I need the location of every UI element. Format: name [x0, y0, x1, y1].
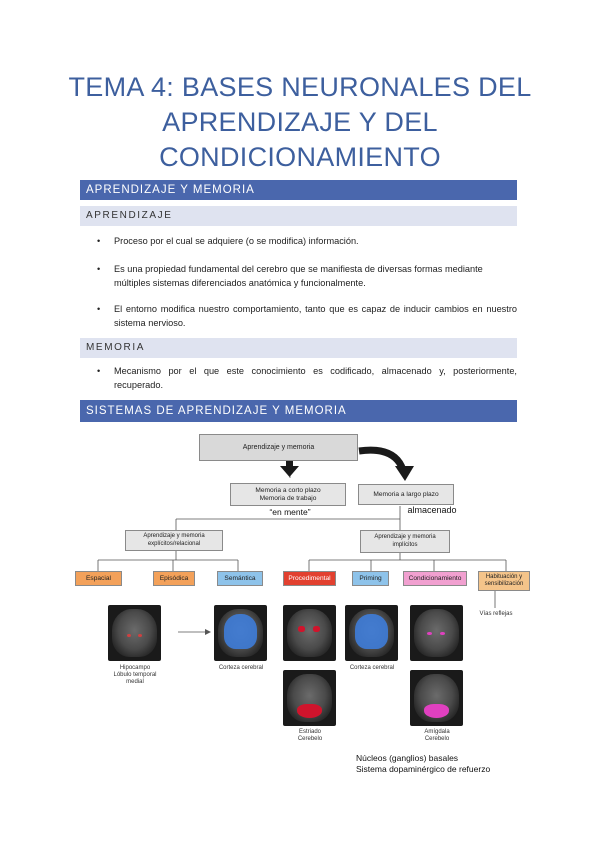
box-procedimental: Procedimental [283, 571, 336, 586]
section-header-sistemas: SISTEMAS DE APRENDIZAJE Y MEMORIA [80, 400, 517, 422]
label-corteza-2: Corteza cerebral [349, 665, 395, 671]
box-implicitos: Aprendizaje y memoria implícitos [360, 530, 450, 553]
bullet-icon: • [97, 304, 101, 314]
label-en-mente: “en mente” [269, 507, 311, 517]
bullet-text: Mecanismo por el que este conocimiento es codificado, almacenado y, posteriormente, recuperado. [114, 366, 517, 390]
label-vias-reflejas: Vías reflejas [479, 611, 513, 617]
bullet-icon: • [97, 236, 101, 246]
page-title: TEMA 4: BASES NEURONALES DEL APRENDIZAJE Y DEL CONDICIONAMIENTO [68, 72, 532, 172]
label-corteza-1: Corteza cerebral [218, 665, 264, 671]
brain-scan-hipocampo [108, 605, 161, 661]
subsection-header-memoria: MEMORIA [80, 338, 517, 358]
label-estriado-cerebelo: Estriado Cerebelo [297, 729, 323, 742]
bullet-icon: • [97, 366, 101, 376]
label-amigdala-cerebelo: Amígdala Cerebelo [424, 729, 450, 742]
box-explicitos: Aprendizaje y memoria explícitos/relacional [125, 530, 223, 551]
box-semantica: Semántica [217, 571, 263, 586]
box-memoria-largo-plazo: Memoria a largo plazo [358, 484, 454, 505]
brain-scan-amigdala-cerebelo [410, 670, 463, 726]
brain-scan-procedimental [283, 605, 336, 661]
bullet-text: Proceso por el cual se adquiere (o se modifica) información. [114, 236, 359, 246]
bullet-text: El entorno modifica nuestro comportamiento, tanto que es capaz de inducir cambios en nuestro sistema nervioso. [114, 304, 517, 328]
label-nucleos-basales: Núcleos (ganglios) basales [356, 753, 459, 763]
bullet-icon: • [97, 264, 101, 274]
box-memoria-corto-plazo: Memoria a corto plazo Memoria de trabajo [230, 483, 346, 506]
brain-scan-corteza-1 [214, 605, 267, 661]
label-sistema-dopaminergico: Sistema dopaminérgico de refuerzo [356, 764, 491, 774]
brain-scan-condicionamiento [410, 605, 463, 661]
box-aprendizaje-memoria: Aprendizaje y memoria [199, 434, 358, 461]
brain-scan-estriado-cerebelo [283, 670, 336, 726]
box-priming: Priming [352, 571, 389, 586]
label-almacenado: almacenado [407, 505, 457, 515]
box-condicionamiento: Condicionamiento [403, 571, 467, 586]
box-episodica: Episódica [153, 571, 195, 586]
subsection-header-aprendizaje: APRENDIZAJE [80, 206, 517, 226]
section-header-aprendizaje-memoria: APRENDIZAJE Y MEMORIA [80, 180, 517, 200]
brain-scan-corteza-2 [345, 605, 398, 661]
label-hipocampo: Hipocampo Lóbulo temporal medial [113, 665, 157, 685]
bullet-text: Es una propiedad fundamental del cerebro que se manifiesta de diversas formas mediante múltiples sistemas diferenciados anatómica y funcionalmente. [114, 264, 483, 288]
box-habituacion: Habituación y sensibilización [478, 571, 530, 591]
box-espacial: Espacial [75, 571, 122, 586]
